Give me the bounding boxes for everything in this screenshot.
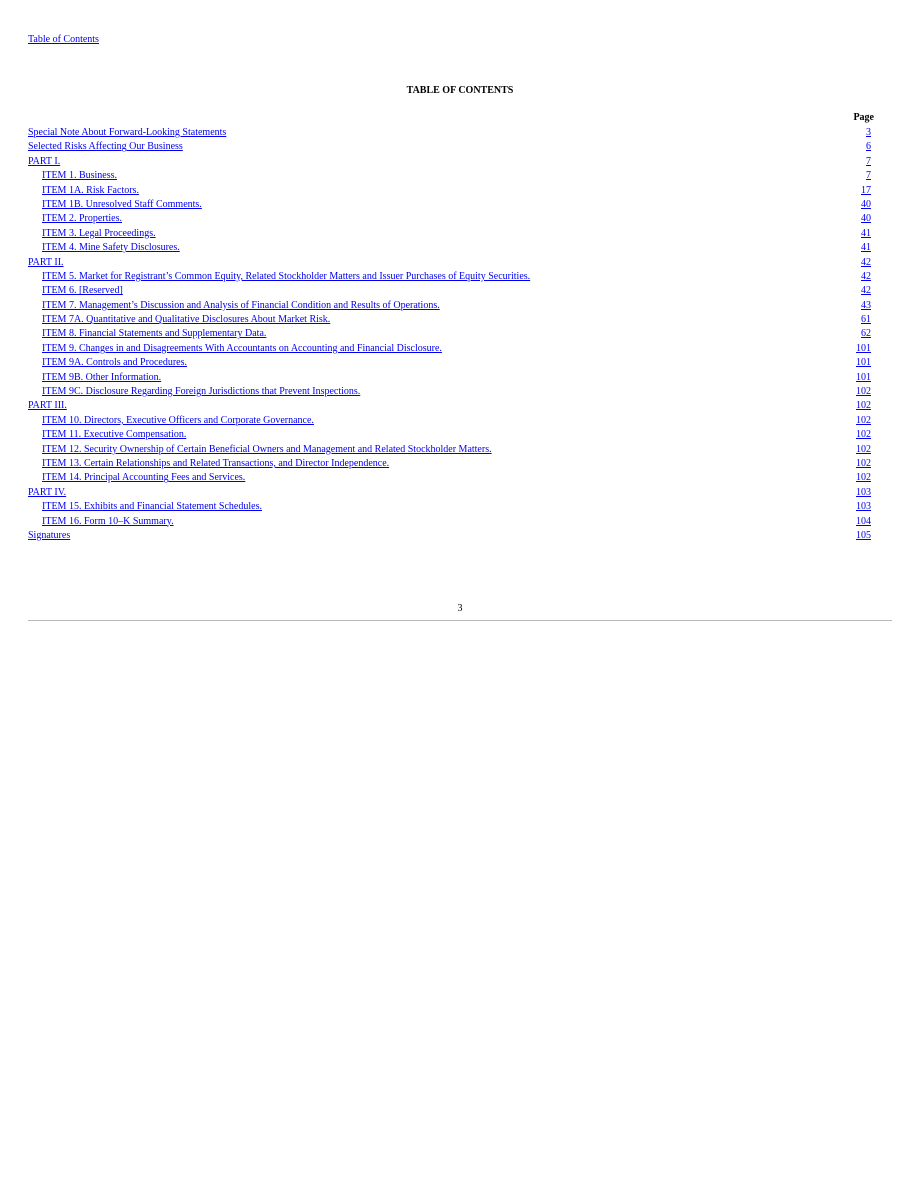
toc-page-link[interactable]: 103	[856, 501, 871, 513]
toc-page-link[interactable]: 40	[861, 198, 871, 210]
toc-entry-link[interactable]: ITEM 15. Exhibits and Financial Statement Schedules.	[42, 501, 262, 513]
toc-entry	[28, 198, 871, 212]
toc-page-link[interactable]: 7	[866, 170, 871, 182]
toc-page-link[interactable]: 42	[861, 256, 871, 268]
toc-entry-link[interactable]: ITEM 5. Market for Registrant’s Common Equity, Related Stockholder Matters and Issuer Purchases of Equity Securities.	[42, 270, 531, 282]
toc-entry-link[interactable]: ITEM 12. Security Ownership of Certain Beneficial Owners and Management and Related Stockholder Matters.	[42, 443, 492, 455]
toc-entry	[28, 169, 871, 183]
toc-page-link[interactable]: 102	[856, 443, 871, 455]
page-divider	[28, 620, 892, 621]
toc-page-link[interactable]: 43	[861, 299, 871, 311]
toc-entry-link[interactable]: ITEM 3. Legal Proceedings.	[42, 227, 156, 239]
toc-entry	[28, 399, 871, 413]
toc-entry-link[interactable]: ITEM 8. Financial Statements and Supplementary Data.	[42, 328, 267, 340]
toc-entry	[28, 241, 871, 255]
toc-page-link[interactable]: 102	[856, 400, 871, 412]
toc-page-link[interactable]: 104	[856, 515, 871, 527]
toc-entry-link[interactable]: PART I.	[28, 155, 61, 167]
toc-list	[28, 126, 871, 543]
toc-entry	[28, 327, 871, 341]
toc-entry-link[interactable]: Signatures	[28, 529, 71, 541]
toc-entry-link[interactable]: PART IV.	[28, 486, 67, 498]
toc-page-link[interactable]: 102	[856, 457, 871, 469]
toc-page-link[interactable]: 103	[856, 486, 871, 498]
toc-page-link[interactable]: 105	[856, 529, 871, 541]
toc-entry-link[interactable]: ITEM 6. [Reserved]	[42, 285, 123, 297]
toc-entry-link[interactable]: Special Note About Forward-Looking Statements	[28, 127, 227, 138]
toc-entry-link[interactable]: ITEM 14. Principal Accounting Fees and Services.	[42, 472, 246, 484]
toc-entry	[28, 227, 871, 241]
toc-entry-link[interactable]: PART II.	[28, 256, 64, 268]
toc-page-link[interactable]: 6	[866, 141, 871, 153]
toc-page-link[interactable]: 17	[861, 184, 871, 196]
toc-entry-link[interactable]: ITEM 4. Mine Safety Disclosures.	[42, 242, 180, 254]
toc-entry	[28, 184, 871, 198]
toc-entry-link[interactable]: ITEM 13. Certain Relationships and Related Transactions, and Director Independence.	[42, 457, 390, 469]
toc-page-link[interactable]: 40	[861, 213, 871, 225]
toc-entry-link[interactable]: ITEM 7. Management’s Discussion and Analysis of Financial Condition and Results of Operations.	[42, 299, 440, 311]
toc-entry-link[interactable]: ITEM 2. Properties.	[42, 213, 122, 225]
toc-entry	[28, 313, 871, 327]
toc-page-link[interactable]: 101	[856, 357, 871, 369]
toc-page-link[interactable]: 62	[861, 328, 871, 340]
toc-entry	[28, 428, 871, 442]
toc-entry-link[interactable]: ITEM 1B. Unresolved Staff Comments.	[42, 198, 202, 210]
toc-entry-link[interactable]: PART III.	[28, 400, 67, 412]
toc-entry	[28, 284, 871, 298]
toc-page-link[interactable]: 102	[856, 429, 871, 441]
toc-entry	[28, 414, 871, 428]
toc-page-link[interactable]: 41	[861, 227, 871, 239]
toc-page-link[interactable]: 61	[861, 314, 871, 326]
toc-entry-link[interactable]: Selected Risks Affecting Our Business	[28, 141, 183, 153]
toc-page-link[interactable]: 101	[856, 371, 871, 383]
toc-entry	[28, 500, 871, 514]
toc-entry-link[interactable]: ITEM 10. Directors, Executive Officers and Corporate Governance.	[42, 414, 314, 426]
toc-entry	[28, 270, 871, 284]
toc-entry-link[interactable]: ITEM 7A. Quantitative and Qualitative Disclosures About Market Risk.	[42, 314, 331, 326]
toc-page-link[interactable]: 102	[856, 472, 871, 484]
toc-entry-link[interactable]: ITEM 11. Executive Compensation.	[42, 429, 187, 441]
toc-page-link[interactable]: 41	[861, 242, 871, 254]
toc-entry	[28, 443, 871, 457]
toc-entry	[28, 385, 871, 399]
toc-entry-link[interactable]: ITEM 1A. Risk Factors.	[42, 184, 139, 196]
toc-page-link[interactable]: 3	[866, 127, 871, 138]
toc-page-link[interactable]: 42	[861, 270, 871, 282]
toc-entry	[28, 486, 871, 500]
toc-entry	[28, 140, 871, 154]
table-of-contents-link[interactable]: Table of Contents	[28, 34, 99, 45]
toc-entry-link[interactable]: ITEM 9C. Disclosure Regarding Foreign Jurisdictions that Prevent Inspections.	[42, 386, 361, 398]
toc-entry-link[interactable]: ITEM 1. Business.	[42, 170, 117, 182]
toc-page-link[interactable]: 101	[856, 342, 871, 354]
page-number: 3	[457, 603, 463, 614]
toc-entry-link[interactable]: ITEM 9B. Other Information.	[42, 371, 162, 383]
toc-entry	[28, 299, 871, 313]
toc-entry	[28, 126, 871, 140]
toc-entry	[28, 471, 871, 485]
toc-entry	[28, 515, 871, 529]
page-title: TABLE OF CONTENTS	[406, 85, 514, 96]
toc-entry-link[interactable]: ITEM 9. Changes in and Disagreements With Accountants on Accounting and Financial Disclosure.	[42, 342, 442, 354]
page-column-header: Page	[853, 112, 874, 123]
toc-page-link[interactable]: 42	[861, 285, 871, 297]
toc-page-link[interactable]: 102	[856, 414, 871, 426]
toc-entry	[28, 342, 871, 356]
toc-entry	[28, 529, 871, 543]
toc-entry	[28, 457, 871, 471]
toc-entry-link[interactable]: ITEM 16. Form 10–K Summary.	[42, 515, 174, 527]
toc-page-link[interactable]: 102	[856, 386, 871, 398]
toc-entry-link[interactable]: ITEM 9A. Controls and Procedures.	[42, 357, 187, 369]
toc-entry	[28, 371, 871, 385]
toc-page-link[interactable]: 7	[866, 155, 871, 167]
toc-entry	[28, 155, 871, 169]
toc-entry	[28, 256, 871, 270]
toc-entry	[28, 356, 871, 370]
toc-entry	[28, 212, 871, 226]
